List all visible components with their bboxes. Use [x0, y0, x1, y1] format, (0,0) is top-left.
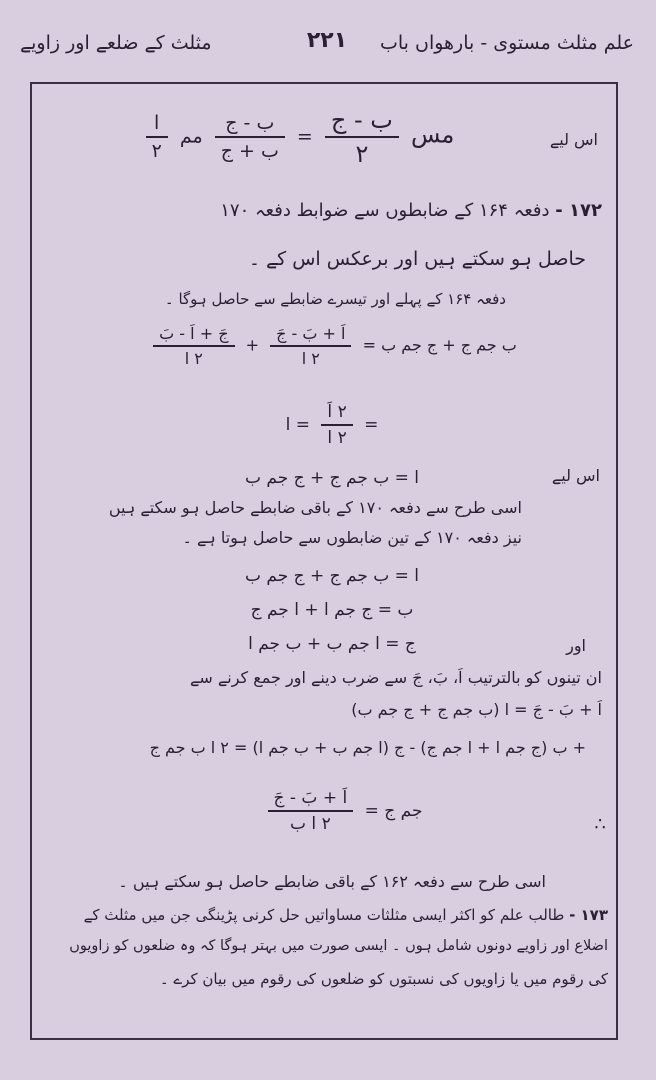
- eq2-f1-den: ۲ ا: [301, 349, 320, 368]
- eq1-rhs-den: ۲: [151, 140, 162, 162]
- page-number: ۲۲۱: [306, 28, 348, 53]
- eq1-lhs-num: ب - ج: [325, 106, 399, 138]
- eq6-lhs: جم ج =: [364, 801, 423, 821]
- eq1-rhs-num: ا: [146, 112, 168, 138]
- eq2-f2-den: ۲ ا: [184, 349, 203, 368]
- eq3-den: ۲ ا: [327, 428, 347, 448]
- equation-3: = $\frac{\text{۲ اَ}}{\text{۲ ا}}$ = ا: [285, 402, 379, 448]
- paragraph-1: اسی طرح سے دفعہ ۱۷۰ کے باقی ضابطے حاصل ہو سکتے ہیں: [108, 498, 522, 517]
- equation-6: [202, 788, 482, 834]
- eq6-num: اَ + بَ - جَ: [268, 788, 354, 812]
- eq1-label: اس لیے: [549, 130, 598, 149]
- section-172-line-1: ۱۷۲ - دفعہ ۱۶۴ کے ضابطوں سے ضوابط دفعہ ۱۷۰: [220, 200, 602, 221]
- set-line-3: ج = ا جم ب + ب جم ا: [248, 634, 416, 654]
- chapter-title: علم مثلث مستوی - بارھواں باب: [379, 32, 634, 54]
- eq1-rhs-prefix: مم: [179, 125, 203, 148]
- set-line-2: ب = ج جم ا + ا جم ج: [250, 600, 414, 620]
- section-173-line-3: کی رقوم میں یا زاویوں کی نسبتوں کو ضلعوں کی رقوم میں بیان کرے ۔: [159, 970, 608, 988]
- equation-1: مس $\frac{\text{ب - ج}}{۲}$ = $\frac{\text{ب - ج}}{\text{ب + ج}}$ مم $\frac{\text{ا}}{۲}$: [102, 106, 492, 168]
- section-173-line-1: ۱۷۳ - طالب علم کو اکثر ایسی مثلثات مساواتیں حل کرنی پڑینگی جن میں مثلث کے: [83, 906, 608, 924]
- eq4-label: اس لیے: [551, 466, 600, 485]
- paragraph-4: اسی طرح سے دفعہ ۱۶۲ کے باقی ضابطے حاصل ہو سکتے ہیں ۔: [118, 872, 546, 891]
- eq2-f2-num: جَ + اَ - بَ: [153, 324, 234, 347]
- eq2-f1-num: اَ + بَ - جَ: [270, 324, 351, 347]
- eq1-lhs: مس: [410, 120, 455, 149]
- section-172-number: ۱۷۲ -: [555, 200, 602, 221]
- eq3-rhs: = ا: [285, 415, 311, 435]
- set-line-1: ا = ب جم ج + ج جم ب: [244, 566, 420, 586]
- equation-2: ب جم ج + ج جم ب = $\frac{\text{اَ + بَ - جَ}}{\text{۲ ا}}$ + $\frac{\text{جَ + اَ - بَ}}{\text{۲ ا}}$: [102, 324, 562, 368]
- set-line-3-label: اور: [566, 636, 586, 655]
- eq1-mid-den: ب + ج: [220, 140, 279, 162]
- content-frame: [30, 82, 618, 1040]
- section-title: مثلث کے ضلعے اور زاویے: [20, 32, 212, 54]
- page-header: [20, 24, 634, 70]
- eq1-lhs-den: ۲: [355, 140, 369, 168]
- eq3-num: ۲ اَ: [321, 402, 352, 426]
- equation-5-line-2: + ب (ج جم ا + ا جم ج) - ج (ا جم ب + ب جم ا) = ۲ ا ب جم ج: [149, 738, 586, 757]
- therefore-symbol: ∴: [594, 814, 606, 835]
- paragraph-3: ان تینوں کو بالترتیب اَ، بَ، جَ سے ضرب دینے اور جمع کرنے سے: [190, 668, 602, 687]
- paragraph-2: نیز دفعہ ۱۷۰ کے تین ضابطوں سے حاصل ہوتا ہے ۔: [182, 528, 522, 547]
- eq6-den: ۲ ا ب: [290, 814, 331, 834]
- section-173-line-2: اضلاع اور زاویے دونوں شامل ہوں ۔ ایسی صورت میں بہتر ہوگا کہ وہ ضلعوں کو زاویوں: [69, 938, 608, 954]
- section-173-number: ۱۷۳ -: [569, 906, 608, 924]
- equation-5-line-1: اَ + بَ - جَ = ا (ب جم ج + ج جم ب): [351, 700, 602, 719]
- equation-4: ا = ب جم ج + ج جم ب: [244, 468, 420, 488]
- eq2-lhs: ب جم ج + ج جم ب: [381, 335, 517, 355]
- eq1-mid-num: ب - ج: [215, 112, 285, 138]
- section-172-line-2: حاصل ہو سکتے ہیں اور برعکس اس کے ۔: [248, 248, 586, 270]
- section-172-line-3: دفعہ ۱۶۴ کے پہلے اور تیسرے ضابطے سے حاصل ہوگا ۔: [164, 290, 506, 308]
